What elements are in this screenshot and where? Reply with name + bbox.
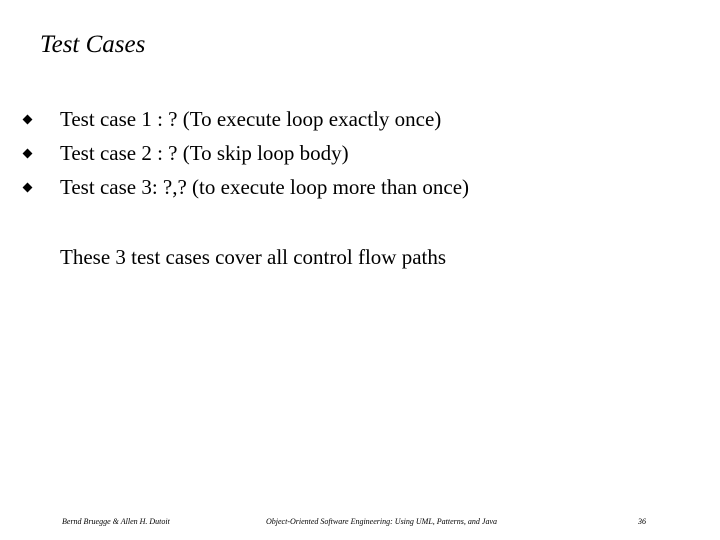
summary-text: These 3 test cases cover all control flow paths [60, 245, 447, 269]
diamond-bullet-icon [23, 183, 33, 193]
diamond-bullet-icon [23, 115, 33, 125]
slide-title: Test Cases [40, 31, 146, 58]
bullet-text: Test case 1 : ? (To execute loop exactly once) [60, 107, 442, 131]
footer-book-title: Object-Oriented Software Engineering: Using UML, Patterns, and Java [266, 517, 497, 526]
diamond-bullet-icon [23, 149, 33, 159]
footer-authors: Bernd Bruegge & Allen H. Dutoit [62, 517, 170, 526]
bullet-text: Test case 2 : ? (To skip loop body) [60, 141, 349, 165]
bullet-text: Test case 3: ?,? (to execute loop more than once) [60, 175, 470, 199]
footer-page-number: 36 [638, 517, 646, 526]
